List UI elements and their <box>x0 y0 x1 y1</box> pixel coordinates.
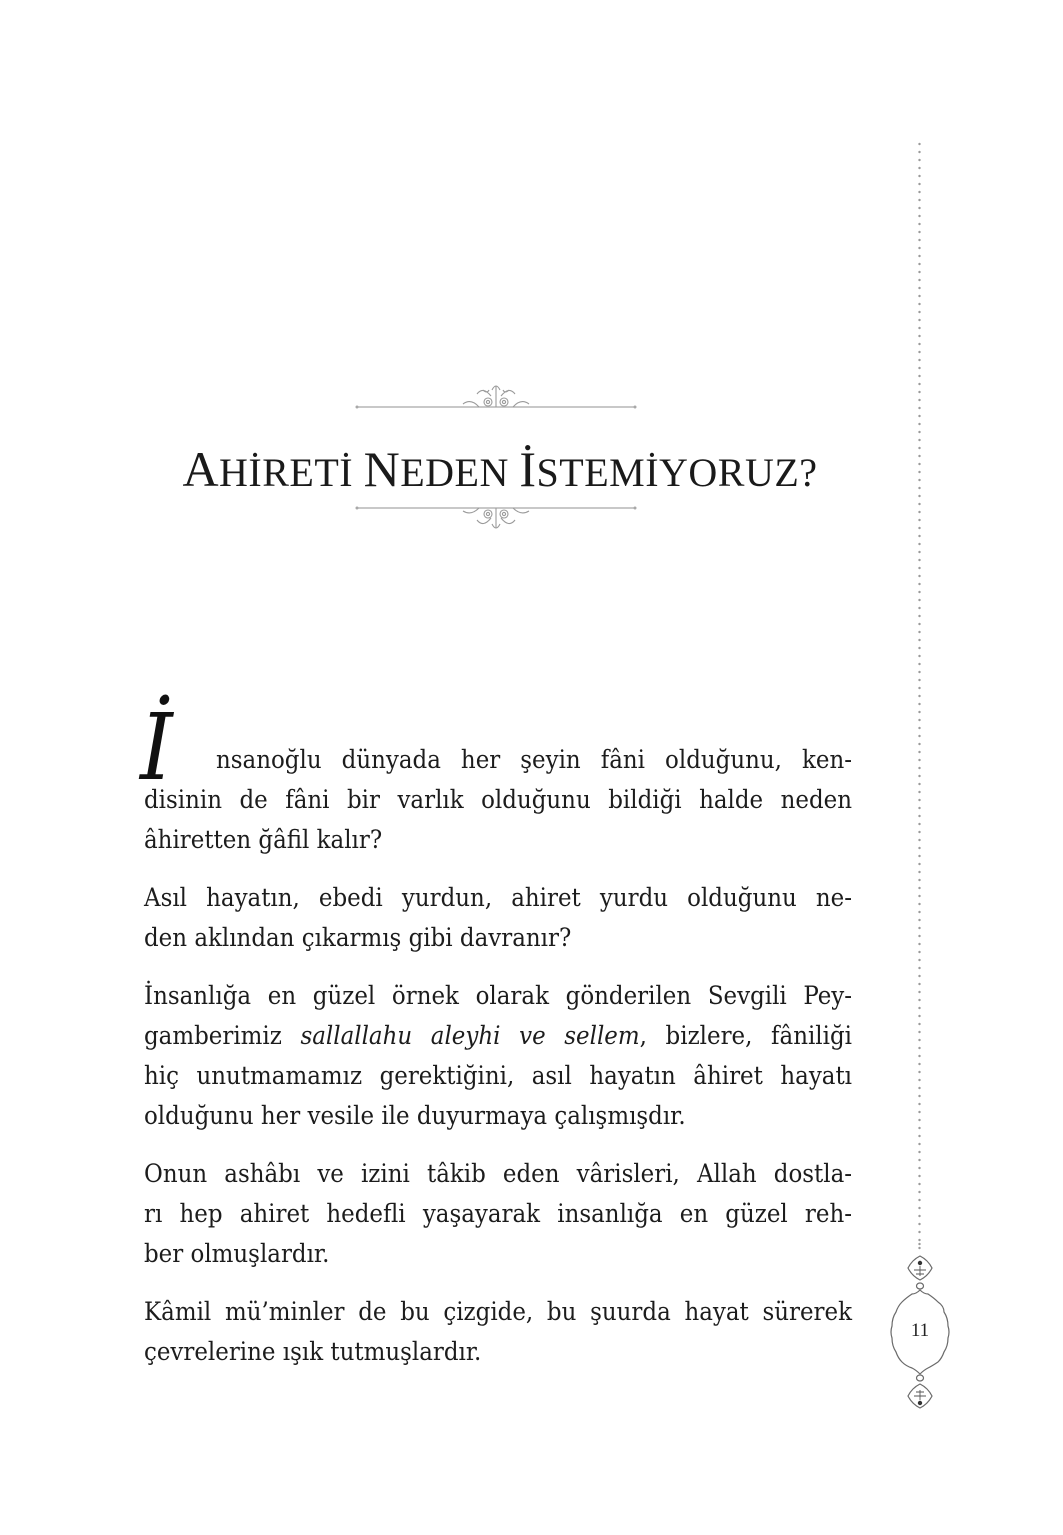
paragraph-3 <box>144 976 852 1136</box>
text-line: rı hep ahiret hedefli yaşayarak insanlığa en güzel reh- <box>144 1199 852 1229</box>
text-line: den aklından çıkarmış gibi davranır? <box>144 923 572 953</box>
text-line: çevrelerine ışık tutmuşlardır. <box>144 1337 482 1367</box>
drop-cap: İ <box>140 694 173 801</box>
paragraph-4 <box>144 1154 852 1274</box>
text-line: İnsanlığa en güzel örnek olarak gönderilen Sevgili Pey- <box>144 981 852 1011</box>
title-word-3: İSTEMİYORUZ? <box>519 441 818 497</box>
text-line: Kâmil mü’minler de bu çizgide, bu şuurda hayat sürerek <box>144 1297 852 1327</box>
page-number-badge <box>884 1250 956 1420</box>
text-line: gamberimiz sallallahu aleyhi ve sellem, bizlere, fâniliği <box>144 1021 852 1051</box>
text-line: disinin de fâni bir varlık olduğunu bildiği halde neden <box>144 785 852 815</box>
title-word-1: AHİRETİ <box>182 441 364 497</box>
flourish-icon <box>355 380 637 410</box>
top-ornament-divider <box>355 380 637 410</box>
text-line: Onun ashâbı ve izini tâkib eden vârisleri, Allah dostla- <box>144 1159 852 1189</box>
title-word-2: NEDEN <box>363 441 520 497</box>
text-line: nsanoğlu dünyada her şeyin fâni olduğunu, ken- <box>216 745 852 775</box>
paragraph-2 <box>144 878 852 958</box>
text-line: Asıl hayatın, ebedi yurdun, ahiret yurdu olduğunu ne- <box>144 883 852 913</box>
paragraph-5 <box>144 1292 852 1372</box>
paragraph-1 <box>140 694 852 860</box>
bottom-ornament-divider <box>355 500 637 530</box>
page-number: 11 <box>910 1320 930 1341</box>
chapter-title <box>0 440 1000 498</box>
margin-dotted-rule <box>918 140 921 1250</box>
text-line: ber olmuşlardır. <box>144 1239 330 1269</box>
flourish-icon <box>355 500 637 530</box>
text-line: hiç unutmamamız gerektiğini, asıl hayatın âhiret hayatı <box>144 1061 852 1091</box>
margin-dotted-rule-end <box>918 1240 921 1248</box>
text-line: olduğunu her vesile ile duyurmaya çalışmışdır. <box>144 1101 686 1131</box>
body-text <box>140 694 852 1390</box>
text-line: âhiretten ğâfil kalır? <box>144 825 383 855</box>
honorific-italic: sallallahu aleyhi ve sellem <box>300 1021 640 1051</box>
